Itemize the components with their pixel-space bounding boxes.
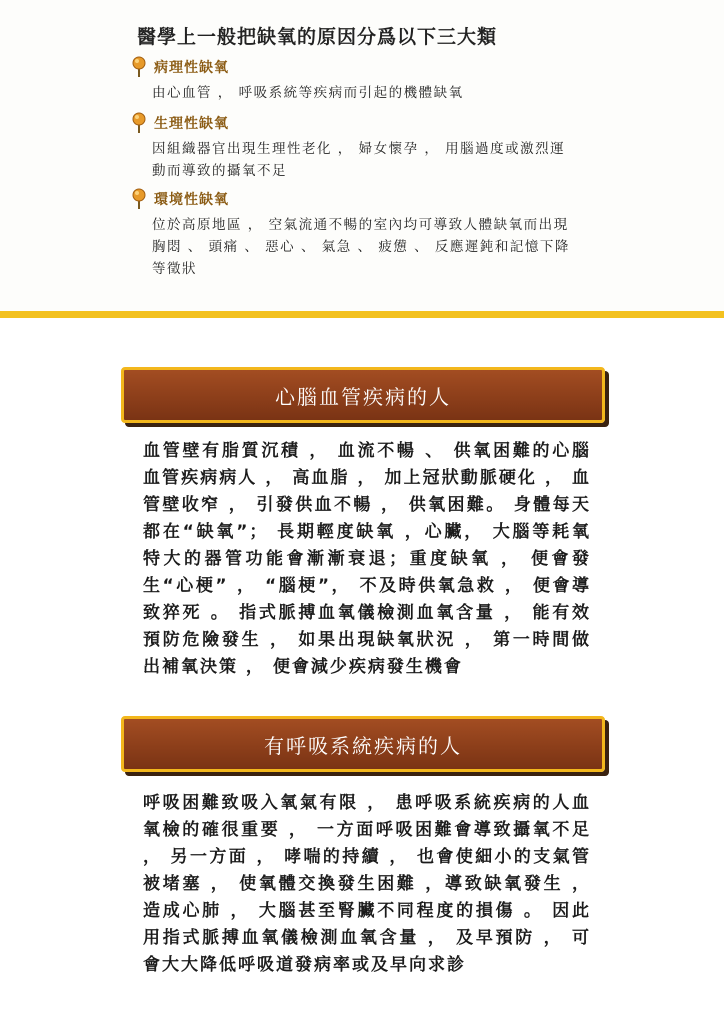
category-title: 病理性缺氧	[154, 60, 229, 76]
section-text-cardiovascular: 血管壁有脂質沉積 ， 血流不暢 、 供氧困難的心腦血管疾病病人 ， 高血脂 ， 加上冠狀動脈硬化 ， 血管壁收窄 ， 引發供血不暢 ， 供氧困難。 身體每天都在“缺氧”； 長期輕度缺氧 ，心臟， 大腦等耗氧特大的器管功能會漸漸衰退；重度缺氧 ， 便會發生“心梗” ， “腦梗”， 不及時供氧急救 ， 便會導致猝死 。 指式脈搏血氧儀檢測血氧含量 ， 能有效預防危險發生 ， 如果出現缺氧狀況 ， 第一時間做出補氧決策 ， 便會減少疾病發生機會	[143, 441, 591, 677]
category-title: 生理性缺氧	[154, 116, 229, 132]
category-environmental	[130, 188, 570, 280]
pushpin-icon	[130, 112, 148, 134]
banner-title: 心腦血管疾病的人	[275, 384, 451, 409]
category-pathological	[130, 56, 570, 104]
category-physiological	[130, 112, 570, 182]
banner-title: 有呼吸系統疾病的人	[264, 733, 462, 758]
section-banner-cardiovascular	[121, 367, 605, 423]
section-divider	[0, 311, 724, 318]
category-title: 環境性缺氧	[154, 192, 229, 208]
section-banner-respiratory	[121, 716, 605, 772]
pushpin-icon	[130, 56, 148, 78]
category-description: 位於高原地區 ， 空氣流通不暢的室內均可導致人體缺氧而出現胸悶 、 頭痛 、 惡心 、 氣急 、 疲憊 、 反應遲鈍和記憶下降等徵狀	[152, 217, 570, 277]
intro-panel	[0, 0, 724, 312]
pushpin-icon	[130, 188, 148, 210]
category-description: 由心血管 ， 呼吸系統等疾病而引起的機體缺氧	[152, 85, 464, 101]
page-title: 醫學上一般把缺氧的原因分爲以下三大類	[137, 26, 498, 48]
category-description: 因組織器官出現生理性老化 ， 婦女懷孕 ， 用腦過度或激烈運動而導致的攝氧不足	[152, 141, 566, 179]
section-text-respiratory: 呼吸困難致吸入氧氣有限 ， 患呼吸系統疾病的人血氧檢的確很重要 ， 一方面呼吸困難會導致攝氧不足 ， 另一方面 ， 哮喘的持續 ， 也會使細小的支氣管被堵塞 ， 使氧體交換發生困難 ，導致缺氧發生 ， 造成心肺 ， 大腦甚至腎臟不同程度的損傷 。 因此用指式脈搏血氧儀檢測血氧含量 ， 及早預防 ， 可會大大降低呼吸道發病率或及早向求診	[143, 793, 591, 975]
